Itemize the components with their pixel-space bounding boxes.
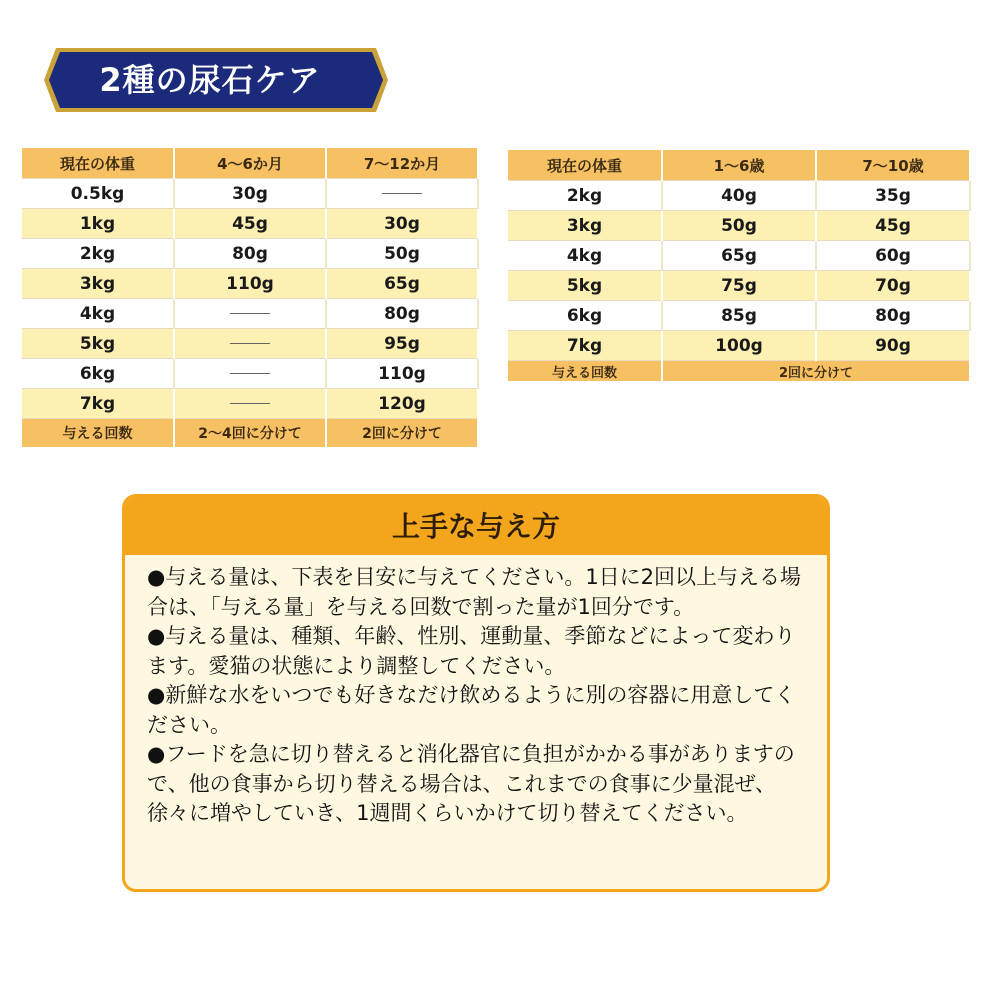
not-applicable-dash xyxy=(230,403,270,404)
weight-cell: 7kg xyxy=(22,389,174,419)
title-banner xyxy=(30,45,390,115)
weight-cell: 2kg xyxy=(508,181,662,211)
not-applicable-dash xyxy=(230,343,270,344)
amount-cell: 110g xyxy=(326,359,478,389)
frequency-label: 与える回数 xyxy=(22,419,174,448)
amount-cell: 40g xyxy=(662,181,816,211)
table-row xyxy=(508,271,970,301)
table-row xyxy=(508,181,970,211)
amount-cell: 60g xyxy=(816,241,970,271)
weight-cell: 4kg xyxy=(22,299,174,329)
amount-cell: 45g xyxy=(174,209,326,239)
amount-cell xyxy=(174,389,326,419)
banner-title: 2種の尿石ケア xyxy=(99,61,321,99)
weight-cell: 3kg xyxy=(22,269,174,299)
amount-cell xyxy=(326,179,478,209)
weight-cell: 5kg xyxy=(22,329,174,359)
weight-cell: 0.5kg xyxy=(22,179,174,209)
amount-cell: 90g xyxy=(816,331,970,361)
tips-title: 上手な与え方 xyxy=(125,497,827,555)
amount-cell: 85g xyxy=(662,301,816,331)
weight-cell: 2kg xyxy=(22,239,174,269)
frequency-cell: 2回に分けて xyxy=(662,361,970,382)
table-row xyxy=(22,389,478,419)
table-row xyxy=(22,299,478,329)
weight-cell: 5kg xyxy=(508,271,662,301)
table-row xyxy=(508,241,970,271)
tip-item: ●与える量は、種類、年齢、性別、運動量、季節などによって変わります。愛猫の状態により調整してください。 xyxy=(147,624,796,678)
not-applicable-dash xyxy=(230,373,270,374)
column-header: 現在の体重 xyxy=(508,150,662,181)
table-footer-row xyxy=(508,361,970,382)
amount-cell: 30g xyxy=(174,179,326,209)
adult-feeding-table xyxy=(508,150,971,381)
tips-body xyxy=(125,555,827,829)
amount-cell: 50g xyxy=(326,239,478,269)
table-header-row xyxy=(508,150,970,181)
frequency-cell: 2～4回に分けて xyxy=(174,419,326,448)
amount-cell: 75g xyxy=(662,271,816,301)
amount-cell: 65g xyxy=(662,241,816,271)
amount-cell: 80g xyxy=(326,299,478,329)
amount-cell: 110g xyxy=(174,269,326,299)
amount-cell: 120g xyxy=(326,389,478,419)
amount-cell: 70g xyxy=(816,271,970,301)
weight-cell: 7kg xyxy=(508,331,662,361)
amount-cell xyxy=(174,329,326,359)
table-row xyxy=(508,211,970,241)
amount-cell: 80g xyxy=(816,301,970,331)
tip-item: ●フードを急に切り替えると消化器官に負担がかかる事がありますので、他の食事から切り替える場合は、これまでの食事に少量混ぜ、徐々に増やしていき、1週間くらいかけて切り替えてください。 xyxy=(147,742,795,825)
amount-cell: 30g xyxy=(326,209,478,239)
amount-cell: 35g xyxy=(816,181,970,211)
frequency-cell: 2回に分けて xyxy=(326,419,478,448)
table-row xyxy=(22,179,478,209)
amount-cell xyxy=(174,299,326,329)
column-header: 現在の体重 xyxy=(22,148,174,179)
table-row xyxy=(22,209,478,239)
feeding-tips-box xyxy=(122,494,830,892)
column-header: 4～6か月 xyxy=(174,148,326,179)
kitten-feeding-table xyxy=(22,148,479,447)
weight-cell: 6kg xyxy=(22,359,174,389)
amount-cell: 65g xyxy=(326,269,478,299)
table-row xyxy=(22,239,478,269)
amount-cell: 95g xyxy=(326,329,478,359)
column-header: 1～6歳 xyxy=(662,150,816,181)
frequency-label: 与える回数 xyxy=(508,361,662,382)
amount-cell: 50g xyxy=(662,211,816,241)
amount-cell: 80g xyxy=(174,239,326,269)
table-row xyxy=(508,331,970,361)
table-row xyxy=(22,359,478,389)
column-header: 7～10歳 xyxy=(816,150,970,181)
amount-cell: 45g xyxy=(816,211,970,241)
table-row xyxy=(22,329,478,359)
weight-cell: 3kg xyxy=(508,211,662,241)
amount-cell xyxy=(174,359,326,389)
weight-cell: 6kg xyxy=(508,301,662,331)
table-footer-row xyxy=(22,419,478,448)
table-row xyxy=(508,301,970,331)
weight-cell: 1kg xyxy=(22,209,174,239)
not-applicable-dash xyxy=(382,193,422,194)
tip-item: ●新鮮な水をいつでも好きなだけ飲めるように別の容器に用意してください。 xyxy=(147,683,796,737)
amount-cell: 100g xyxy=(662,331,816,361)
table-row xyxy=(22,269,478,299)
table-header-row xyxy=(22,148,478,179)
weight-cell: 4kg xyxy=(508,241,662,271)
column-header: 7～12か月 xyxy=(326,148,478,179)
not-applicable-dash xyxy=(230,313,270,314)
tip-item: ●与える量は、下表を目安に与えてください。1日に2回以上与える場合は、「与える量」を与える回数で割った量が1回分です。 xyxy=(147,565,802,619)
